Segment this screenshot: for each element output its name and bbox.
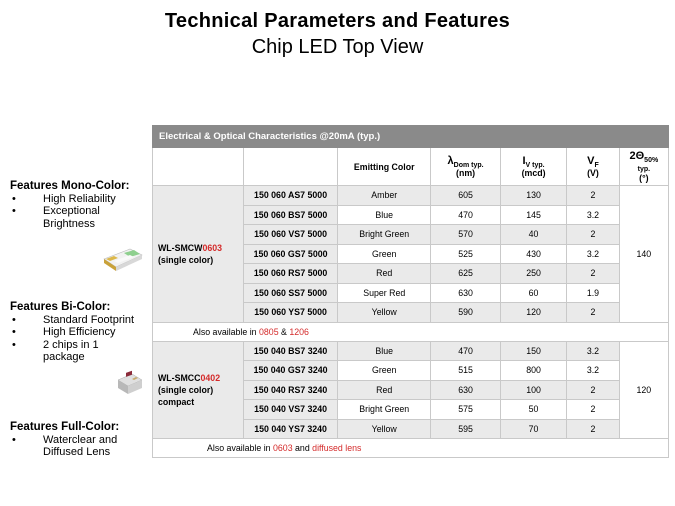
part-number: 150 060 YS7 5000 xyxy=(243,303,337,323)
col-header-emitting-color: Emitting Color xyxy=(338,148,431,186)
availability-row-0402 xyxy=(153,439,669,458)
part-number: 150 060 AS7 5000 xyxy=(243,186,337,206)
part-number: 150 060 VS7 5000 xyxy=(243,225,337,245)
emitting-color: Amber xyxy=(338,186,431,206)
emitting-color: Blue xyxy=(338,341,431,361)
group-label-0603: WL-SMCW0603 (single color) xyxy=(153,186,244,323)
forward-voltage: 3.2 xyxy=(567,341,619,361)
luminous-intensity: 800 xyxy=(500,361,566,381)
emitting-color: Yellow xyxy=(338,419,431,439)
feature-item: • Exceptional Brightness xyxy=(10,205,130,230)
emitting-color: Red xyxy=(338,264,431,284)
part-number: 150 040 GS7 3240 xyxy=(243,361,337,381)
availability-row-0603 xyxy=(153,322,669,341)
forward-voltage: 2 xyxy=(567,225,619,245)
emitting-color: Blue xyxy=(338,205,431,225)
forward-voltage: 3.2 xyxy=(567,244,619,264)
luminous-intensity: 150 xyxy=(500,341,566,361)
forward-voltage: 2 xyxy=(567,400,619,420)
table-row xyxy=(153,186,669,206)
characteristics-table xyxy=(152,125,669,458)
emitting-color: Bright Green xyxy=(338,400,431,420)
table-header: Electrical & Optical Characteristics @20mA (typ.) xyxy=(153,126,669,148)
forward-voltage: 1.9 xyxy=(567,283,619,303)
feature-item: • High Efficiency xyxy=(10,326,134,339)
led-chip-0603-image xyxy=(100,245,146,275)
col-header-viewing-angle: $2\Theta_{50\%}$ typ. (°) xyxy=(619,148,668,186)
feature-item: • High Reliability xyxy=(10,193,130,206)
table-row xyxy=(153,341,669,361)
forward-voltage: 3.2 xyxy=(567,361,619,381)
dominant-wavelength: 625 xyxy=(431,264,501,284)
part-number: 150 060 RS7 5000 xyxy=(243,264,337,284)
emitting-color: Green xyxy=(338,361,431,381)
dominant-wavelength: 575 xyxy=(431,400,501,420)
part-number: 150 060 SS7 5000 xyxy=(243,283,337,303)
forward-voltage: 2 xyxy=(567,264,619,284)
dominant-wavelength: 570 xyxy=(431,225,501,245)
dominant-wavelength: 630 xyxy=(431,283,501,303)
col-header-forward-voltage: $V_F$ (V) xyxy=(567,148,619,186)
availability-note: Also available in 0603 and diffused lens xyxy=(153,439,669,458)
luminous-intensity: 145 xyxy=(500,205,566,225)
part-number: 150 040 VS7 3240 xyxy=(243,400,337,420)
page-title: Technical Parameters and Features xyxy=(164,10,511,32)
col-header-empty xyxy=(243,148,337,186)
group-label-0402: WL-SMCC0402 (single color) compact xyxy=(153,341,244,439)
features-mono-color xyxy=(10,180,130,230)
dominant-wavelength: 470 xyxy=(431,205,501,225)
luminous-intensity: 430 xyxy=(500,244,566,264)
emitting-color: Yellow xyxy=(338,303,431,323)
column-header-row xyxy=(153,148,669,186)
emitting-color: Green xyxy=(338,244,431,264)
luminous-intensity: 60 xyxy=(500,283,566,303)
emitting-color: Bright Green xyxy=(338,225,431,245)
part-number: 150 060 BS7 5000 xyxy=(243,205,337,225)
col-header-dominant-wavelength: $\lambda_{Dom typ.}$ (nm) xyxy=(431,148,501,186)
features-bi-color xyxy=(10,301,134,364)
emitting-color: Red xyxy=(338,380,431,400)
luminous-intensity: 40 xyxy=(500,225,566,245)
luminous-intensity: 250 xyxy=(500,264,566,284)
part-number: 150 040 BS7 3240 xyxy=(243,341,337,361)
features-bi-heading: Features Bi-Color: xyxy=(10,301,111,313)
viewing-angle: 120 xyxy=(619,341,668,439)
luminous-intensity: 100 xyxy=(500,380,566,400)
dominant-wavelength: 590 xyxy=(431,303,501,323)
luminous-intensity: 50 xyxy=(500,400,566,420)
col-header-luminous-intensity: $I_{V typ.}$ (mcd) xyxy=(500,148,566,186)
forward-voltage: 2 xyxy=(567,186,619,206)
feature-item: • Standard Footprint xyxy=(10,314,134,327)
luminous-intensity: 70 xyxy=(500,419,566,439)
dominant-wavelength: 595 xyxy=(431,419,501,439)
forward-voltage: 2 xyxy=(567,303,619,323)
table-header-row xyxy=(153,126,669,148)
viewing-angle: 140 xyxy=(619,186,668,323)
dominant-wavelength: 630 xyxy=(431,380,501,400)
availability-note: Also available in 0805 & 1206 xyxy=(153,322,669,341)
dominant-wavelength: 525 xyxy=(431,244,501,264)
dominant-wavelength: 515 xyxy=(431,361,501,381)
forward-voltage: 2 xyxy=(567,419,619,439)
forward-voltage: 2 xyxy=(567,380,619,400)
features-mono-heading: Features Mono-Color: xyxy=(10,180,130,192)
forward-voltage: 3.2 xyxy=(567,205,619,225)
dominant-wavelength: 470 xyxy=(431,341,501,361)
feature-item: • Waterclear and Diffused Lens xyxy=(10,434,145,459)
feature-item: • 2 chips in 1 package xyxy=(10,339,120,364)
part-number: 150 040 YS7 3240 xyxy=(243,419,337,439)
emitting-color: Super Red xyxy=(338,283,431,303)
luminous-intensity: 130 xyxy=(500,186,566,206)
dominant-wavelength: 605 xyxy=(431,186,501,206)
page-subtitle: Chip LED Top View xyxy=(251,36,424,58)
features-full-color xyxy=(10,421,145,459)
part-number: 150 040 RS7 3240 xyxy=(243,380,337,400)
features-full-heading: Features Full-Color: xyxy=(10,421,120,433)
part-number: 150 060 GS7 5000 xyxy=(243,244,337,264)
luminous-intensity: 120 xyxy=(500,303,566,323)
col-header-empty xyxy=(153,148,244,186)
led-chip-0402-image xyxy=(112,368,146,402)
